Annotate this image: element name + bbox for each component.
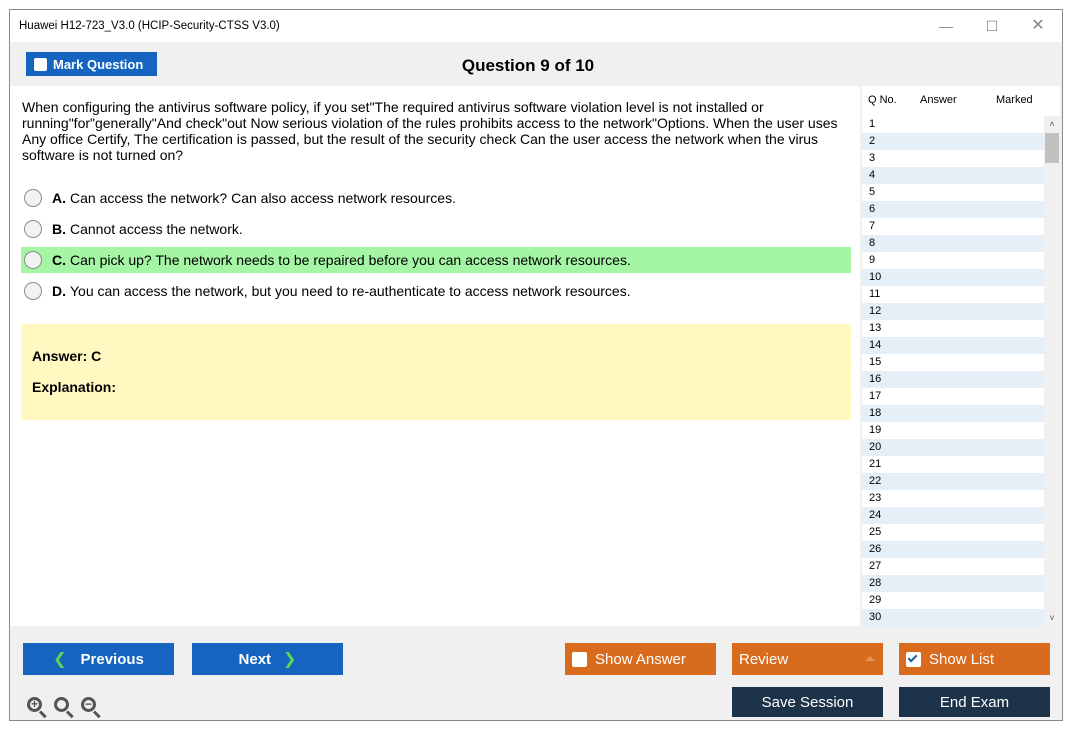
question-list-row[interactable]: 8	[862, 235, 1044, 252]
question-panel	[10, 86, 860, 626]
option-a[interactable]	[21, 185, 851, 211]
show-answer-button[interactable]	[565, 643, 716, 675]
option-text: Cannot access the network.	[70, 221, 243, 237]
radio-button[interactable]	[24, 282, 42, 300]
checkbox-icon	[572, 652, 587, 667]
answer-column-header[interactable]: Answer	[920, 94, 957, 106]
question-list-rows	[862, 116, 1044, 626]
mark-question-label: Mark Question	[53, 56, 144, 72]
checkbox-icon	[34, 58, 47, 71]
question-list-row[interactable]: 13	[869, 322, 882, 334]
question-list-row[interactable]: 1	[869, 118, 876, 130]
checked-checkbox-icon	[906, 652, 921, 667]
show-list-button[interactable]	[899, 643, 1050, 675]
question-list-row[interactable]: 17	[869, 390, 882, 402]
next-label: Next	[238, 650, 272, 668]
review-label: Review	[739, 650, 789, 668]
question-list-row[interactable]: 29	[869, 594, 882, 606]
question-list-row[interactable]: 14	[862, 337, 1044, 354]
show-list-label: Show List	[929, 650, 995, 668]
question-list-row[interactable]: 25	[869, 526, 882, 538]
question-list-scrollbar[interactable]	[1044, 116, 1060, 626]
option-text: Can access the network? Can also access network resources.	[70, 190, 456, 206]
close-button[interactable]: ✕	[1031, 17, 1045, 34]
question-list-row[interactable]: 23	[869, 492, 882, 504]
radio-button[interactable]	[24, 251, 42, 269]
maximize-button[interactable]: ☐	[985, 18, 999, 34]
answer-box	[21, 324, 851, 420]
question-list-row[interactable]: 3	[869, 152, 876, 164]
question-counter: Question 9 of 10	[461, 56, 595, 75]
question-list-header	[862, 86, 1060, 116]
question-list-row[interactable]: 19	[869, 424, 882, 436]
mark-question-button[interactable]	[26, 52, 157, 76]
zoom-in-icon[interactable]: +	[26, 696, 48, 718]
question-list-row[interactable]: 11	[869, 288, 881, 300]
previous-button[interactable]	[23, 643, 174, 675]
review-dropdown[interactable]	[732, 643, 883, 675]
question-list-row[interactable]: 20	[862, 439, 1044, 456]
question-list-row[interactable]: 27	[869, 560, 882, 572]
scroll-down-icon[interactable]: ˅	[1049, 613, 1055, 623]
next-button[interactable]	[192, 643, 343, 675]
question-list	[862, 86, 1060, 626]
zoom-out-icon[interactable]: −	[80, 696, 102, 718]
question-list-row[interactable]: 2	[862, 133, 1044, 150]
option-b[interactable]	[21, 216, 851, 242]
option-c[interactable]	[21, 247, 851, 273]
save-session-button[interactable]: Save Session	[732, 687, 883, 717]
show-answer-label: Show Answer	[595, 650, 686, 668]
radio-button[interactable]	[24, 220, 42, 238]
option-text: Can pick up? The network needs to be repaired before you can access network resources.	[70, 252, 631, 268]
question-list-row[interactable]: 15	[869, 356, 882, 368]
question-text: When configuring the antivirus software policy, if you set"The required antivirus software violation level is not installed or running"for"generally"And check"out Now serious violation of the rules prohibits access to the network"Options. When the user uses Any office Certify, The certification is passed, but the result of the security check Can the user access the network when the virus software is not turned on?	[22, 99, 838, 163]
marked-column-header[interactable]: Marked	[996, 94, 1033, 106]
end-exam-button[interactable]: End Exam	[899, 687, 1050, 717]
caret-up-icon	[865, 656, 875, 661]
scroll-thumb[interactable]	[1045, 133, 1059, 163]
scroll-up-icon[interactable]: ˄	[1049, 119, 1055, 129]
question-list-row[interactable]: 9	[869, 254, 876, 266]
question-list-row[interactable]: 16	[862, 371, 1044, 388]
option-d[interactable]	[21, 278, 851, 304]
question-list-row[interactable]: 10	[862, 269, 1044, 286]
answer-line: Answer: C	[32, 348, 102, 364]
chevron-right-icon: ❯	[283, 651, 297, 668]
question-list-row[interactable]: 21	[869, 458, 882, 470]
option-letter: C.	[52, 252, 66, 268]
option-letter: B.	[52, 221, 66, 237]
question-list-row[interactable]: 5	[869, 186, 876, 198]
zoom-controls	[26, 696, 102, 718]
question-list-row[interactable]: 7	[869, 220, 876, 232]
chevron-left-icon: ❮	[53, 651, 67, 668]
radio-button[interactable]	[24, 189, 42, 207]
title-bar	[10, 10, 1062, 42]
question-list-row[interactable]: 28	[862, 575, 1044, 592]
option-text: You can access the network, but you need to re-authenticate to access network resources.	[70, 283, 631, 299]
window-title: Huawei H12-723_V3.0 (HCIP-Security-CTSS V3.0)	[19, 20, 280, 32]
option-letter: D.	[52, 283, 66, 299]
question-list-row[interactable]: 24	[862, 507, 1044, 524]
minimize-button[interactable]: —	[939, 18, 953, 34]
previous-label: Previous	[80, 650, 144, 668]
question-list-row[interactable]: 26	[862, 541, 1044, 558]
app-window	[9, 9, 1063, 721]
question-list-row[interactable]: 4	[862, 167, 1044, 184]
question-list-row[interactable]: 12	[862, 303, 1044, 320]
bottom-bar	[10, 626, 1062, 721]
zoom-reset-icon[interactable]	[53, 696, 75, 718]
question-list-row[interactable]: 22	[862, 473, 1044, 490]
question-list-row[interactable]: 6	[862, 201, 1044, 218]
question-list-row[interactable]: 30	[862, 609, 1044, 626]
option-letter: A.	[52, 190, 66, 206]
qno-column-header[interactable]: Q No.	[868, 94, 897, 106]
explanation-label: Explanation:	[32, 379, 117, 395]
question-list-row[interactable]: 18	[862, 405, 1044, 422]
